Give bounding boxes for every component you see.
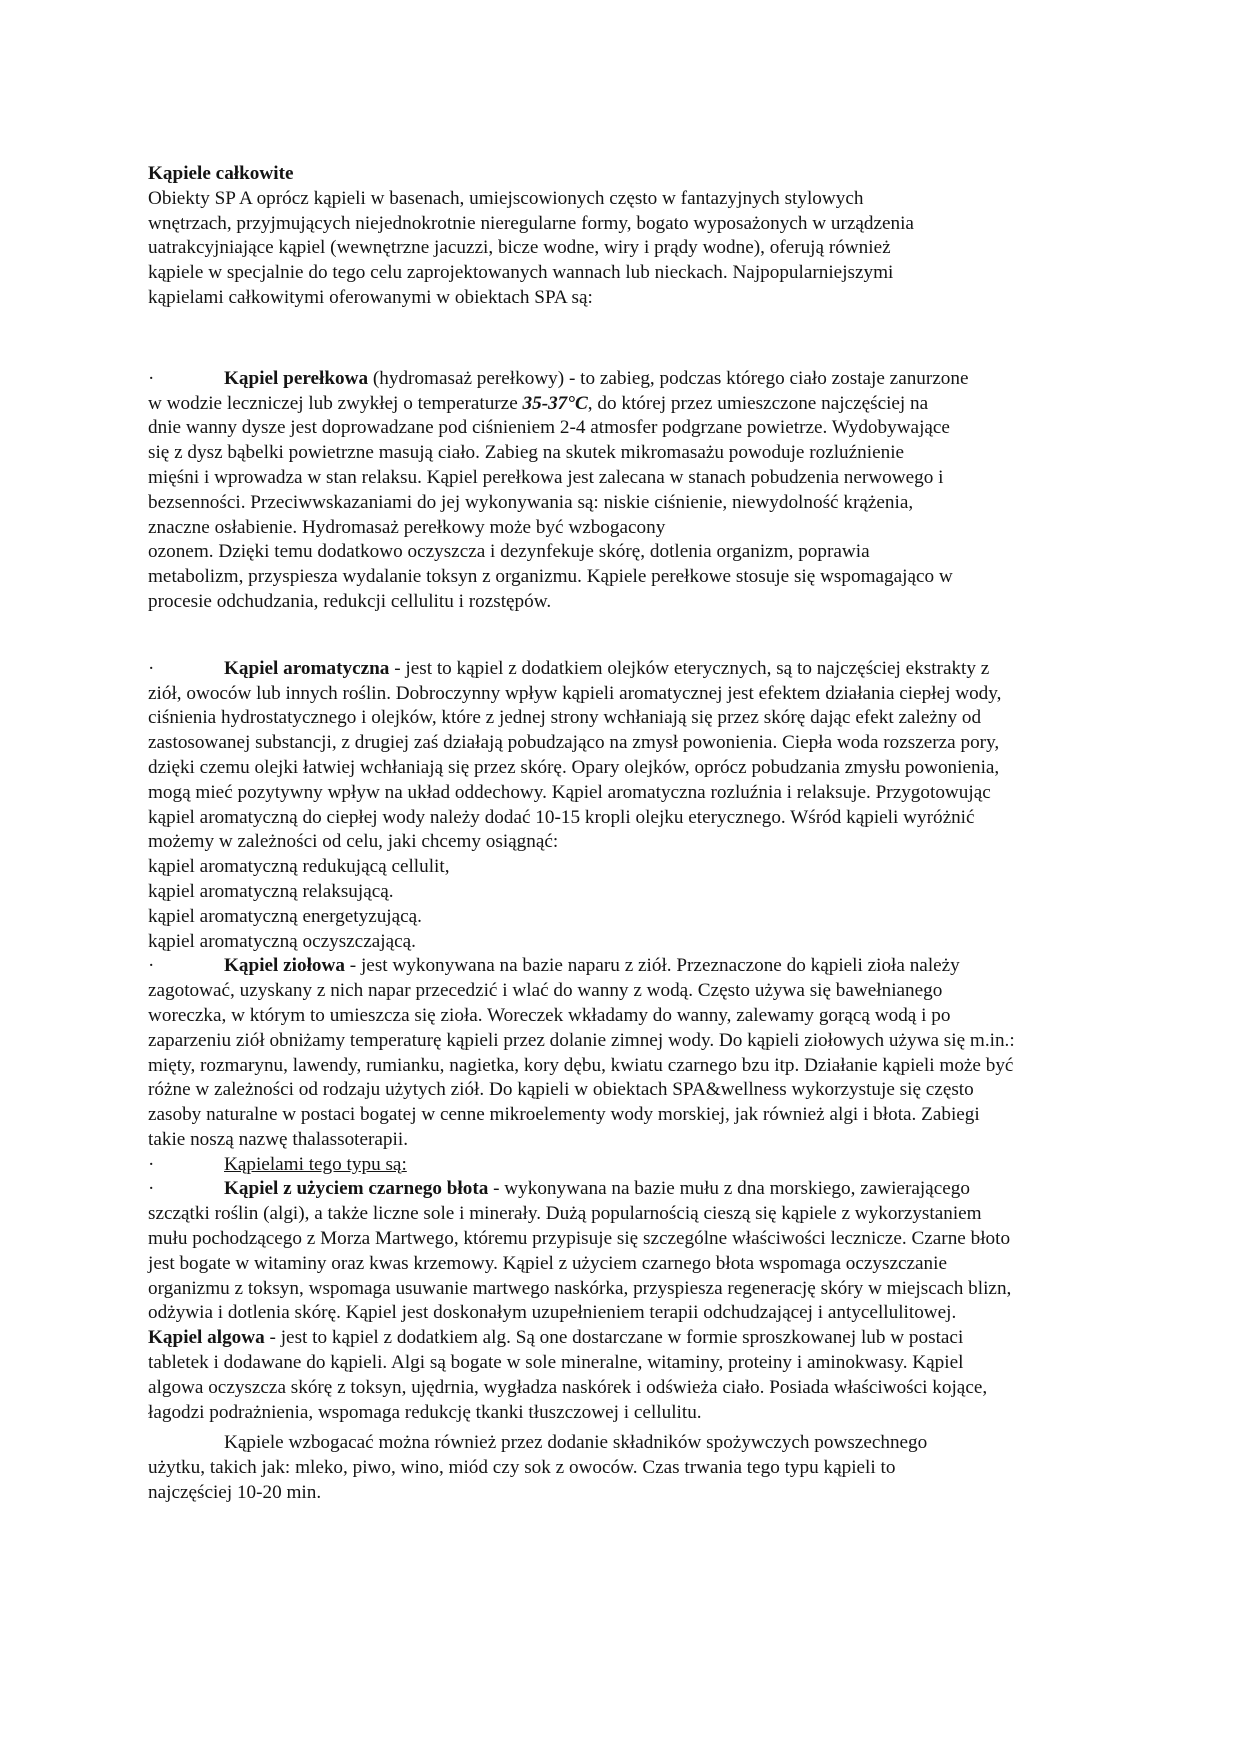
section-algowa [148,1326,1090,1425]
text-line: łagodzi podrażnienia, wspomaga redukcję tkanki tłuszczowej i cellulitu. [148,1401,702,1423]
section-heading: Kąpiel ziołowa [224,955,345,977]
text-span: (hydromasaż perełkowy) - to zabieg, podczas którego ciało zostaje zanurzone [368,367,969,389]
text-line: ziół, owoców lub innych roślin. Dobroczynny wpływ kąpieli aromatycznej jest efektem działania ciepłej wody, [148,682,1002,704]
text-line: woreczka, w którym to umieszcza się zioła. Woreczek wkładamy do wanny, zalewamy gorącą wodą i po [148,1004,951,1026]
text-line: szczątki roślin (algi), a także liczne sole i minerały. Dużą popularnością cieszą się kąpiele z wykorzystaniem [148,1203,982,1225]
text-span: - jest to kąpiel z dodatkiem alg. Są one dostarczane w formie sproszkowanej lub w postaci [264,1327,964,1349]
list-item: kąpiel aromatyczną energetyzującą. [148,905,422,927]
subheading-row [148,1153,1090,1178]
text-line: zasoby naturalne w postaci bogatej w cenne mikroelementy wody morskiej, jak również algi i błota. Zabiegi [148,1104,980,1126]
text-line: mięty, rozmarynu, lawendy, rumianku, nagietka, kory dębu, kwiatu czarnego bzu itp. Działanie kąpieli może być [148,1054,1014,1076]
text-line: metabolizm, przyspiesza wydalanie toksyn z organizmu. Kąpiele perełkowe stosuje się wspomagająco w [148,566,953,588]
section-heading: Kąpiel aromatyczna [224,657,390,679]
list-item: kąpiel aromatyczną oczyszczającą. [148,930,416,952]
text-line: dzięki czemu olejki łatwiej wchłaniają się przez skórę. Opary olejków, oprócz pobudzania zmysłu powonienia, [148,756,1000,778]
text-line: najczęściej 10-20 min. [148,1482,322,1504]
section-aromatyczna [148,657,1090,955]
text-line: różne w zależności od rodzaju użytych ziół. Do kąpieli w obiektach SPA&wellness wykorzystuje się często [148,1079,974,1101]
text-line: organizmu z toksyn, wspomaga usuwanie martwego naskórka, przyspiesza regenerację skóry w miejscach blizn, [148,1277,1012,1299]
text-span: , do której przez umieszczone najczęściej na [587,392,929,414]
text-line: zaparzeniu ziół obniżamy temperaturę kąpieli przez dolanie zimnej wody. Do kąpieli ziołowych używa się m.in.: [148,1029,1015,1051]
text-line: mułu pochodzącego z Morza Martwego, któremu przypisuje się szczególne właściwości lecznicze. Czarne błoto [148,1228,1011,1250]
text-line: kąpiele w specjalnie do tego celu zaprojektowanych wannach lub nieckach. Najpopularniejszymi [148,262,894,284]
text-line: jest bogate w witaminy oraz kwas krzemowy. Kąpiel z użyciem czarnego błota wspomaga oczyszczanie [148,1252,947,1274]
list-item: kąpiel aromatyczną relaksującą. [148,880,394,902]
text-line: uatrakcyjniające kąpiel (wewnętrzne jacuzzi, bicze wodne, wiry i prądy wodne), oferują również [148,237,891,259]
text-span: - jest wykonywana na bazie naparu z ziół. Przeznaczone do kąpieli zioła należy [344,955,960,977]
section-ziolowa [148,954,1090,1152]
text-line: mięśni i wprowadza w stan relaksu. Kąpiel perełkowa jest zalecana w stanach pobudzenia nerwowego i [148,466,944,488]
text-line: Obiekty SP A oprócz kąpieli w basenach, umiejscowionych często w fantazyjnych stylowych [148,187,864,209]
temperature-value: 35-37°C [522,392,588,414]
intro-paragraph [148,187,1090,311]
text-line: zagotować, uzyskany z nich napar przecedzić i wlać do wanny z wodą. Często używa się bawełnianego [148,980,943,1002]
text-line: procesie odchudzania, redukcji cellulitu i rozstępów. [148,590,552,612]
bullet: · [148,1178,155,1200]
text-line: możemy w zależności od celu, jaki chcemy osiągnąć: [148,831,559,853]
text-line: dnie wanny dysze jest doprowadzane pod ciśnieniem 2-4 atmosfer podgrzane powietrze. Wydobywające [148,417,950,439]
text-line: mogą mieć pozytywny wpływ na układ oddechowy. Kąpiel aromatyczna rozluźnia i relaksuje. Przygotowując [148,781,991,803]
text-line: kąpielami całkowitymi oferowanymi w obiektach SPA są: [148,286,593,308]
text-line: ciśnienia hydrostatycznego i olejków, które z jednej strony wchłaniają się przez skórę dając efekt zależny od [148,707,982,729]
page-title: Kąpiele całkowite [148,163,294,184]
bullet: · [148,1153,155,1175]
bullet: · [148,657,155,679]
text-line: takie noszą nazwę thalassoterapii. [148,1128,408,1150]
section-heading: Kąpiel z użyciem czarnego błota [224,1178,489,1200]
text-line: odżywia i dotlenia skórę. Kąpiel jest doskonałym uzupełnieniem terapii odchudzającej i antycellulitowej. [148,1302,957,1324]
list-item: kąpiel aromatyczną redukującą cellulit, [148,856,450,878]
text-line: kąpiel aromatyczną do ciepłej wody należy dodać 10-15 kropli olejku eterycznego. Wśród kąpieli wyróżnić [148,806,975,828]
text-span: - wykonywana na bazie mułu z dna morskiego, zawierającego [488,1178,970,1200]
text-line: użytku, takich jak: mleko, piwo, wino, miód czy sok z owoców. Czas trwania tego typu kąpieli to [148,1457,896,1479]
section-heading: Kąpiel perełkowa [224,367,369,389]
text-line: tabletek i dodawane do kąpieli. Algi są bogate w sole mineralne, witaminy, proteiny i aminokwasy. Kąpiel [148,1352,964,1374]
section-heading: Kąpiel algowa [148,1327,265,1349]
text-line: się z dysz bąbelki powietrzne masują ciało. Zabieg na skutek mikromasażu powoduje rozluźnienie [148,442,905,464]
text-span: - jest to kąpiel z dodatkiem olejków eterycznych, są to najczęściej ekstrakty z [389,657,990,679]
section-bloto [148,1177,1090,1326]
text-line: znaczne osłabienie. Hydromasaż perełkowy może być wzbogacony [148,516,666,538]
text-span: w wodzie leczniczej lub zwykłej o temperaturze [148,392,523,414]
closing-paragraph [148,1431,1090,1505]
text-line: ozonem. Dzięki temu dodatkowo oczyszcza i dezynfekuje skórę, dotlenia organizm, poprawia [148,541,870,563]
bullet: · [148,955,155,977]
subheading-label: Kąpielami tego typu są: [224,1153,407,1175]
text-line: zastosowanej substancji, z drugiej zaś działają pobudzająco na zmysł powonienia. Ciepła woda rozszerza pory, [148,732,1000,754]
text-line: wnętrzach, przyjmujących niejednokrotnie nieregularne formy, bogato wyposażonych w urządzenia [148,212,914,234]
section-perelkowa [148,367,1090,615]
text-line: bezsenności. Przeciwwskazaniami do jej wykonywania są: niskie ciśnienie, niewydolność krążenia, [148,491,914,513]
text-span: Kąpiele wzbogacać można również przez dodanie składników spożywczych powszechnego [224,1432,928,1454]
bullet: · [148,367,155,389]
text-line: algowa oczyszcza skórę z toksyn, ujędrnia, wygładza naskórek i odświeża ciało. Posiada właściwości kojące, [148,1376,988,1398]
